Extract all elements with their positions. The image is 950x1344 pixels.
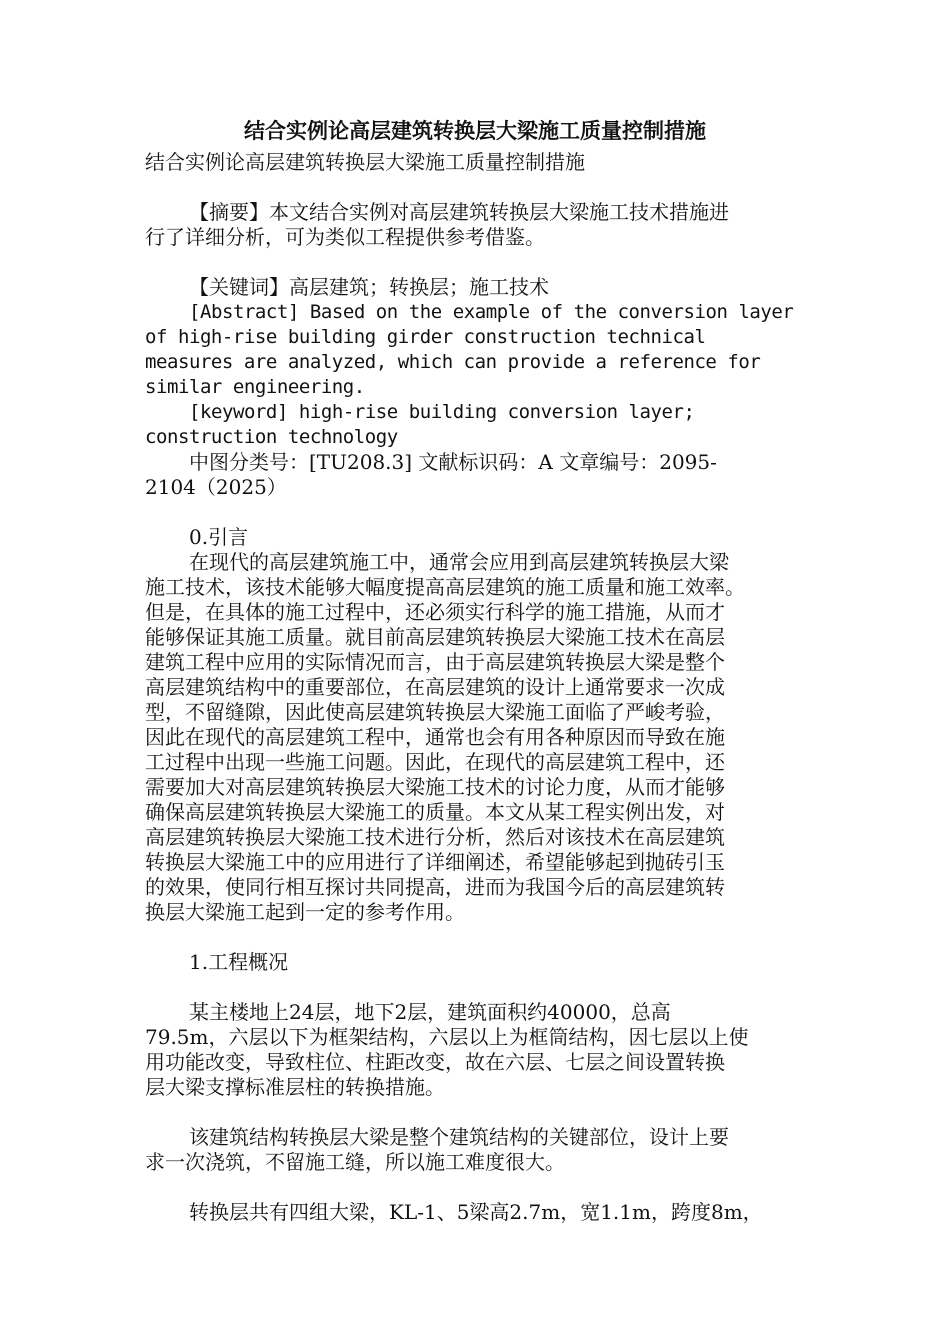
overview-body-line: 该建筑结构转换层大梁是整个建筑结构的关键部位，设计上要 [189,1125,729,1149]
intro-body-line: 但是，在具体的施工过程中，还必须实行科学的施工措施，从而才 [145,600,725,624]
intro-body-line: 能够保证其施工质量。就目前高层建筑转换层大梁施工技术在高层 [145,625,725,649]
abstract-en-line: [Abstract] Based on the example of the conversion layer [189,301,794,323]
intro-body-line: 确保高层建筑转换层大梁施工的质量。本文从某工程实例出发，对 [145,800,725,824]
overview-body-line: 用功能改变，导致柱位、柱距改变，故在六层、七层之间设置转换 [145,1050,725,1074]
intro-body-line: 工过程中出现一些施工问题。因此，在现代的高层建筑工程中，还 [145,750,725,774]
section-heading-intro: 0.引言 [189,525,249,549]
intro-body-line: 需要加大对高层建筑转换层大梁施工技术的讨论力度，从而才能够 [145,775,725,799]
abstract-cn-line: 行了详细分析，可为类似工程提供参考借鉴。 [145,225,545,249]
intro-body-line: 的效果，使同行相互探讨共同提高，进而为我国今后的高层建筑转 [145,875,725,899]
intro-body-line: 建筑工程中应用的实际情况而言，由于高层建筑转换层大梁是整个 [145,650,725,674]
document-subtitle: 结合实例论高层建筑转换层大梁施工质量控制措施 [145,150,585,174]
document-title: 结合实例论高层建筑转换层大梁施工质量控制措施 [244,119,706,143]
classification-line: 2104（2025） [145,475,287,499]
classification-line: 中图分类号：[TU208.3] 文献标识码：A 文章编号：2095- [189,450,717,474]
intro-body-line: 高层建筑转换层大梁施工技术进行分析，然后对该技术在高层建筑 [145,825,725,849]
abstract-en-line: measures are analyzed, which can provide a reference for [145,351,761,373]
intro-body-line: 施工技术，该技术能够大幅度提高高层建筑的施工质量和施工效率。 [145,575,745,599]
overview-body-line: 求一次浇筑，不留施工缝，所以施工难度很大。 [145,1150,565,1174]
section-heading-overview: 1.工程概况 [189,950,289,974]
abstract-cn-line: 【摘要】本文结合实例对高层建筑转换层大梁施工技术措施进 [189,200,729,224]
keywords-cn: 【关键词】高层建筑；转换层；施工技术 [189,275,549,299]
overview-body-line: 79.5m，六层以下为框架结构，六层以上为框筒结构，因七层以上使 [145,1025,749,1049]
intro-body-line: 转换层大梁施工中的应用进行了详细阐述，希望能够起到抛砖引玉 [145,850,725,874]
abstract-en-line: similar engineering. [145,376,365,398]
overview-body-line: 转换层共有四组大梁，KL-1、5梁高2.7m，宽1.1m，跨度8m， [189,1200,763,1224]
intro-body-line: 高层建筑结构中的重要部位，在高层建筑的设计上通常要求一次成 [145,675,725,699]
abstract-en-line: of high-rise building girder construction technical [145,326,706,348]
overview-body-line: 某主楼地上24层，地下2层，建筑面积约40000，总高 [189,1000,671,1024]
intro-body-line: 型，不留缝隙，因此使高层建筑转换层大梁施工面临了严峻考验， [145,700,725,724]
intro-body-line: 换层大梁施工起到一定的参考作用。 [145,900,465,924]
overview-body-line: 层大梁支撑标准层柱的转换措施。 [145,1075,445,1099]
keywords-en-line: [keyword] high-rise building conversion layer; [189,401,695,423]
keywords-en-line: construction technology [145,426,398,448]
intro-body-line: 在现代的高层建筑施工中，通常会应用到高层建筑转换层大梁 [189,550,729,574]
intro-body-line: 因此在现代的高层建筑工程中，通常也会有用各种原因而导致在施 [145,725,725,749]
